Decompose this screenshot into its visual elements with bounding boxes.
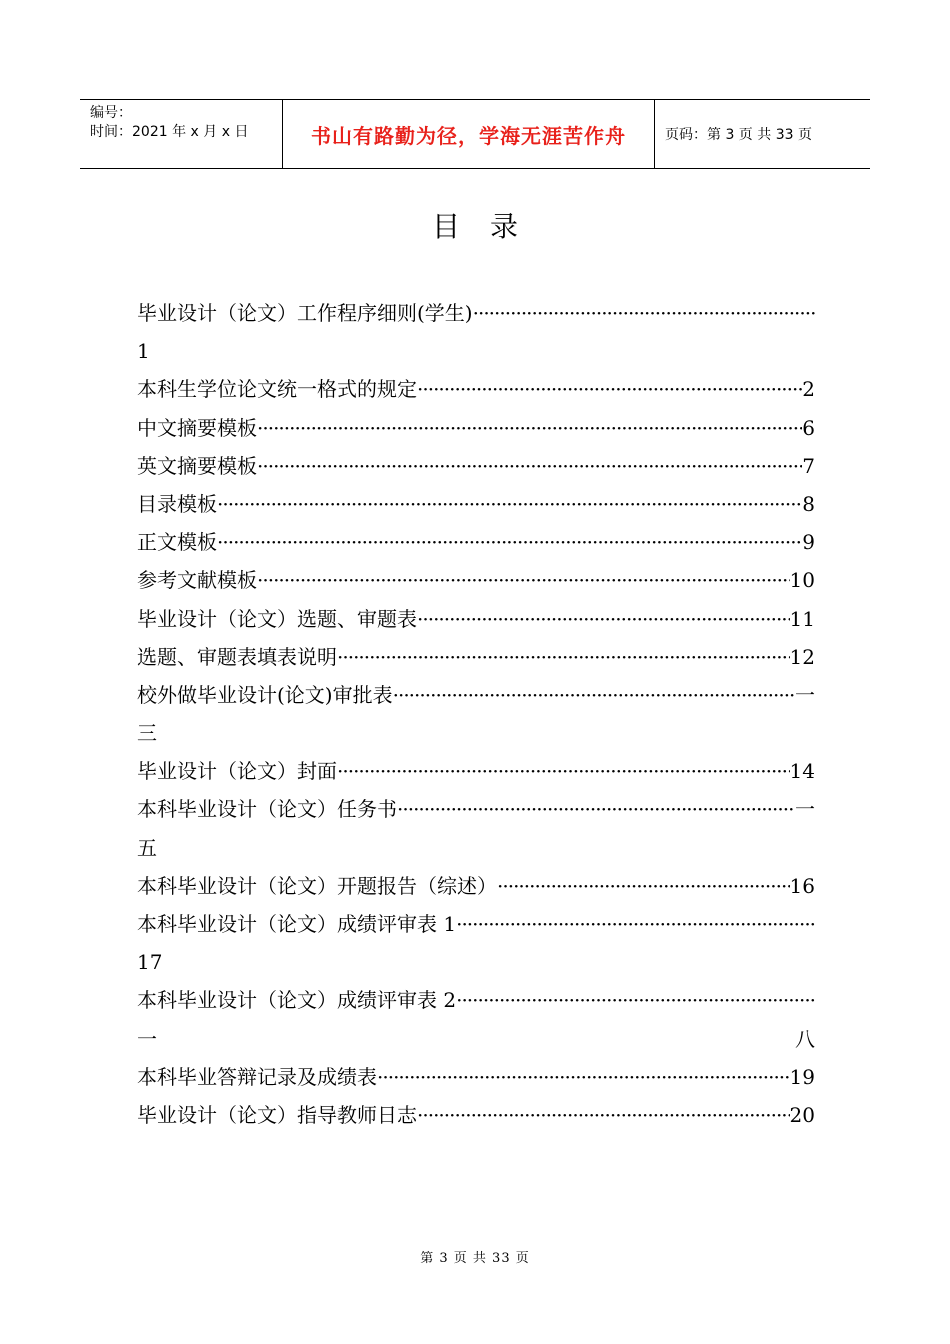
toc-entry-page: 一	[795, 797, 815, 822]
toc-entry[interactable]	[137, 1096, 815, 1134]
toc-entry-page: 2	[802, 377, 815, 402]
toc-leader-dots	[417, 600, 790, 638]
document-header	[80, 99, 870, 169]
toc-entry[interactable]	[137, 981, 815, 1019]
toc-entry-title: 中文摘要模板	[137, 415, 257, 440]
toc-leader-dots	[337, 638, 790, 676]
toc-entry-page: 20	[789, 1102, 815, 1127]
toc-entry[interactable]	[137, 294, 815, 332]
toc-entry[interactable]	[137, 523, 815, 561]
date-label: 时间：2021 年 x 月 x 日	[90, 124, 249, 140]
number-label: 编号：	[90, 105, 132, 121]
toc-entry-page: 9	[802, 530, 815, 555]
toc-entry-page: 12	[789, 644, 815, 669]
page-title: 目录	[431, 210, 548, 243]
toc-leader-dots	[473, 294, 815, 332]
toc-entry-page: 11	[789, 606, 815, 631]
toc-entry[interactable]	[137, 790, 815, 828]
toc-entry[interactable]	[137, 370, 815, 408]
toc-continued-right: 八	[795, 1026, 815, 1051]
page-footer: 第 3 页 共 33 页	[420, 1251, 530, 1266]
toc-leader-dots	[397, 790, 795, 828]
toc-entry-title: 校外做毕业设计(论文)审批表	[137, 682, 393, 707]
toc-leader-dots	[497, 867, 790, 905]
toc-leader-dots	[456, 981, 815, 1019]
toc-entry-page: 14	[789, 759, 815, 784]
toc-leader-dots	[393, 676, 795, 714]
toc-entry-title: 正文模板	[137, 530, 217, 555]
toc-entry-title: 毕业设计（论文）工作程序细则(学生)	[137, 301, 473, 325]
toc-entry-title: 本科毕业设计（论文）成绩评审表 1	[137, 912, 457, 936]
toc-entry[interactable]	[137, 752, 815, 790]
toc-entry[interactable]	[137, 1058, 815, 1096]
toc-entry[interactable]	[137, 600, 815, 638]
table-of-contents	[137, 294, 815, 1134]
toc-entry-title: 本科毕业答辩记录及成绩表	[137, 1064, 377, 1089]
toc-entry-title: 参考文献模板	[137, 568, 257, 593]
toc-entry-title: 目录模板	[137, 491, 217, 516]
toc-leader-dots	[257, 561, 790, 599]
toc-leader-dots	[257, 447, 802, 485]
toc-leader-dots	[217, 485, 802, 523]
toc-leader-dots	[217, 523, 802, 561]
toc-entry-title: 英文摘要模板	[137, 453, 257, 478]
toc-leader-dots	[377, 1058, 790, 1096]
toc-continued-left: 一	[137, 1026, 157, 1051]
toc-entry-page-continued: 五	[137, 835, 157, 860]
toc-entry-page: 6	[802, 415, 815, 440]
toc-entry-page: 7	[802, 453, 815, 478]
toc-entry-title: 毕业设计（论文）选题、审题表	[137, 606, 417, 631]
toc-entry[interactable]	[137, 409, 815, 447]
toc-entry[interactable]	[137, 867, 815, 905]
toc-entry-page: 10	[789, 568, 815, 593]
toc-entry-title: 本科毕业设计（论文）成绩评审表 2	[137, 988, 457, 1013]
toc-entry[interactable]	[137, 638, 815, 676]
toc-entry-page: 8	[802, 491, 815, 516]
toc-entry[interactable]	[137, 561, 815, 599]
toc-entry[interactable]	[137, 676, 815, 714]
toc-entry[interactable]	[137, 447, 815, 485]
header-meta	[80, 100, 282, 168]
toc-entry-page-continued: 三	[137, 721, 157, 746]
toc-entry-title: 选题、审题表填表说明	[137, 644, 337, 669]
toc-entry-page: 19	[789, 1064, 815, 1089]
toc-leader-dots	[337, 752, 790, 790]
toc-entry-title: 本科毕业设计（论文）开题报告（综述）	[137, 873, 497, 898]
header-motto: 书山有路勤为径，学海无涯苦作舟	[282, 100, 655, 168]
toc-entry-page-continued	[137, 1020, 815, 1058]
toc-entry-page: 16	[789, 873, 815, 898]
toc-entry[interactable]	[137, 485, 815, 523]
toc-entry-title: 本科毕业设计（论文）任务书	[137, 797, 397, 822]
toc-leader-dots	[456, 905, 815, 943]
toc-leader-dots	[257, 409, 802, 447]
toc-entry-page-continued: 1	[137, 339, 150, 364]
header-page-info: 页码：第 3 页 共 33 页	[665, 127, 812, 143]
toc-entry-title: 本科生学位论文统一格式的规定	[137, 377, 417, 402]
toc-leader-dots	[417, 370, 802, 408]
toc-leader-dots	[417, 1096, 790, 1134]
toc-entry-title: 毕业设计（论文）指导教师日志	[137, 1102, 417, 1127]
toc-entry-title: 毕业设计（论文）封面	[137, 759, 337, 784]
toc-entry[interactable]	[137, 905, 815, 943]
toc-entry-page: 一	[795, 682, 815, 707]
toc-entry-page-continued: 17	[137, 950, 163, 975]
